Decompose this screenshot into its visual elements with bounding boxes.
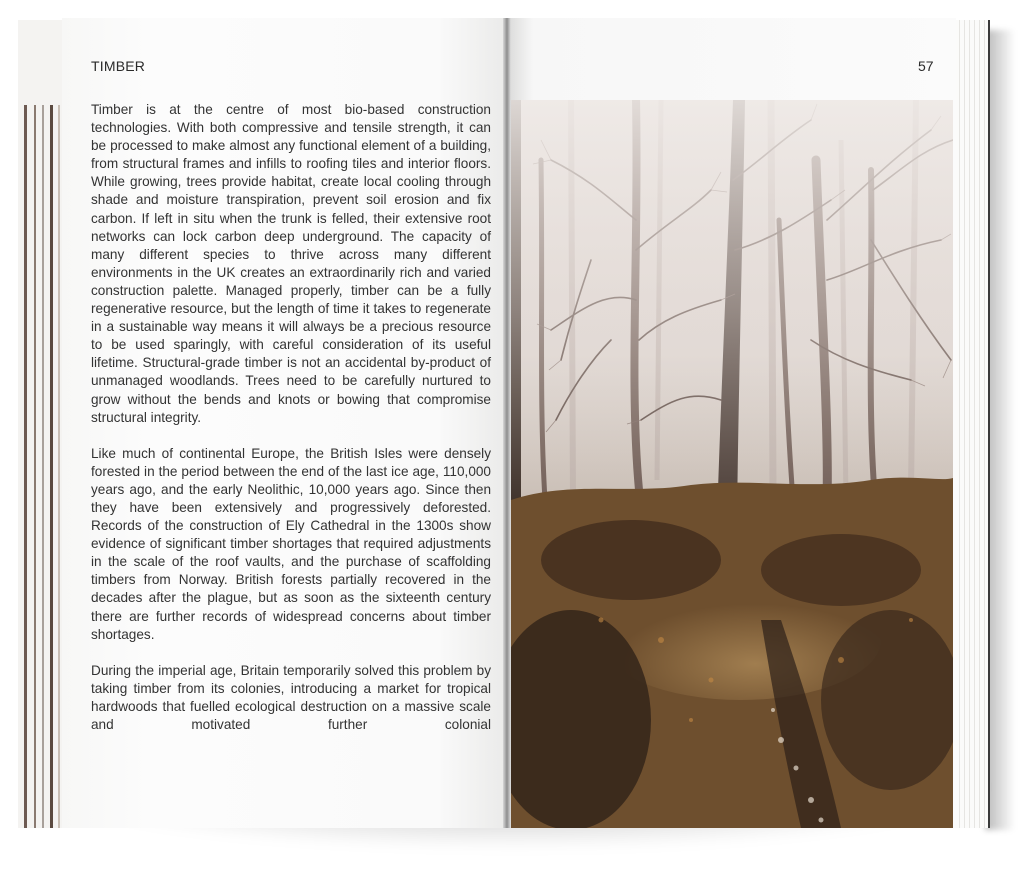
edge-strip (58, 105, 60, 828)
right-page-block-edges (950, 20, 990, 828)
book-gutter (503, 18, 511, 828)
page-number: 57 (918, 58, 934, 74)
left-page-block-edges (18, 20, 68, 828)
running-head: TIMBER (91, 58, 146, 74)
paragraph-2: Like much of continental Europe, the British Isles were densely forested in the period between the end of the last ice age, 110,000 years ago, and the early Neolithic, 10,000 years ago. Since then they have been extensively and progressively deforested. Records of the construction of Ely Cathedral in the 1300s show evidence of significant timber shortages that required adjustments in the scale of the roof vaults, and the purchase of scaffolding timbers from Norway. British forests partially recovered in the decades after the plague, but as soon as the sixteenth century there are further records of widespread concerns about timber shortages. (91, 445, 491, 642)
edge-strip (42, 105, 44, 828)
body-text (91, 101, 491, 752)
edge-strip (34, 105, 36, 828)
forest-illustration (511, 100, 953, 828)
edge-strip (24, 105, 27, 828)
forest-photo (511, 100, 953, 828)
paragraph-1: Timber is at the centre of most bio-based construction technologies. With both compressive and tensile strength, it can be processed to make almost any functional element of a building, from structural frames and infills to roofing tiles and interior floors. While growing, trees provide habitat, create local cooling through shade and moisture transpiration, prevent soil erosion and fix carbon. If left in situ when the trunk is felled, their extensive root networks can lock carbon deep underground. The capacity of many different species to thrive across many different environments in the UK creates an extraordinarily rich and varied construction palette. Managed properly, timber can be a fully regenerative resource, but the length of time it takes to regenerate in a sustainable way means it will always be a precious resource to be used sparingly, with careful consideration of its useful lifetime. Structural-grade timber is not an accidental by-product of unmanaged woodlands. Trees need to be carefully nurtured to grow without the bends and knots or bowing that compromise structural integrity. (91, 102, 491, 425)
paragraph-3: During the imperial age, Britain temporarily solved this problem by taking timber from its colonies, introducing a market for tropical hardwoods that fuelled ecological destruction on a massive scale and motivated further colonial (91, 662, 491, 732)
edge-strip (50, 105, 53, 828)
